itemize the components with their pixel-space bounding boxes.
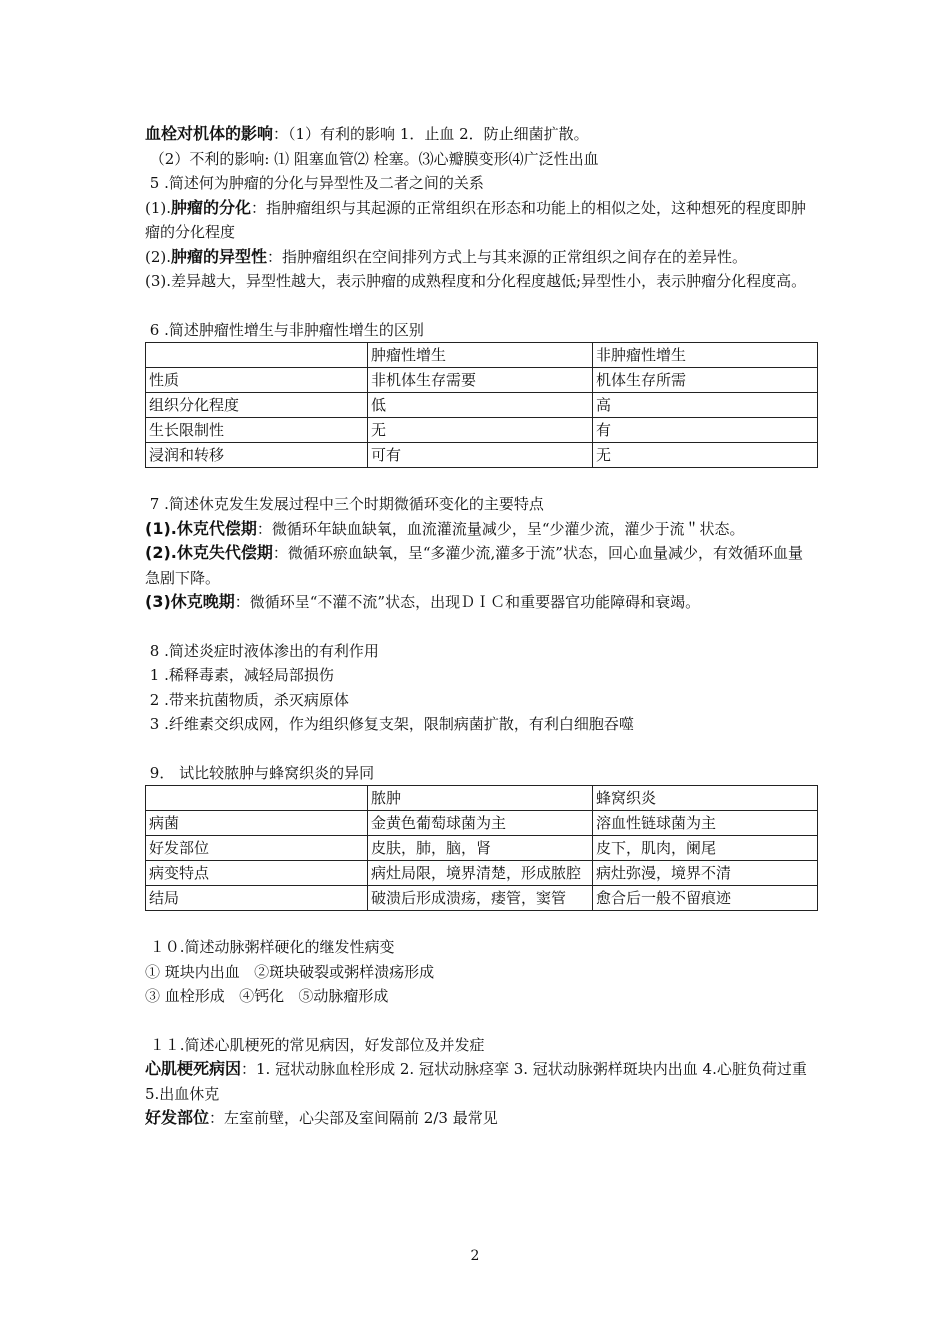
q9-comparison-table — [145, 785, 818, 911]
table-cell: 生长限制性 — [146, 418, 368, 443]
q5-question: 5 .简述何为肿瘤的分化与异型性及二者之间的关系 — [145, 174, 484, 192]
table-cell: 金黄色葡萄球菌为主 — [368, 811, 593, 836]
q11-question: １１.简述心肌梗死的常见病因，好发部位及并发症 — [145, 1035, 485, 1054]
q10-line-2: ③ 血栓形成 ④钙化 ⑤动脉瘤形成 — [145, 987, 389, 1005]
q11-site-text: ：左室前壁，心尖部及室间隔前 2/3 最常见 — [209, 1109, 498, 1127]
table-cell: 非机体生存需要 — [368, 368, 593, 393]
table-row — [146, 393, 818, 418]
table-row — [146, 443, 818, 468]
table-header-row — [146, 786, 818, 811]
table-header-cell — [146, 786, 368, 811]
q5-paragraph-1 — [145, 196, 817, 245]
q10-line-1: ① 斑块内出血 ②斑块破裂或粥样溃疡形成 — [145, 962, 435, 981]
table-row — [146, 811, 818, 836]
table-cell: 皮肤，肺，脑，肾 — [368, 836, 593, 861]
q5-p2-text: ：指肿瘤组织在空间排列方式上与其来源的正常组织之间存在的差异性。 — [267, 247, 748, 266]
table-cell: 性质 — [146, 368, 368, 393]
table-cell: 高 — [593, 393, 818, 418]
thrombus-line-2: （2）不利的影响: ⑴ 阻塞血管⑵ 栓塞。⑶心瓣膜变形⑷广泛性出血 — [145, 149, 599, 168]
table-cell: 病菌 — [146, 811, 368, 836]
page-number: 2 — [470, 1248, 480, 1264]
q5-paragraph-3: (3).差异越大，异型性越大，表示肿瘤的成熟程度和分化程度越低;异型性小，表示肿瘤分化程度高。 — [145, 272, 807, 290]
q5-p1-text: ：指肿瘤组织与其起源的正常组织在形态和功能上的相似之处，这种想死的程度即肿瘤的分化程度 — [145, 198, 807, 241]
table-cell: 无 — [593, 443, 818, 468]
q11-cause-term: 心肌梗死病因 — [145, 1059, 242, 1078]
q7-p3-term: (3)休克晚期 — [145, 592, 235, 611]
table-cell: 破溃后形成溃疡，瘘管，窦管 — [368, 886, 593, 911]
table-cell: 皮下，肌肉，阑尾 — [593, 836, 818, 861]
q11-cause — [145, 1057, 817, 1106]
q11-site — [145, 1106, 817, 1131]
table-header-row — [146, 343, 818, 368]
table-cell: 机体生存所需 — [593, 368, 818, 393]
q5-p1-prefix: (1). — [145, 198, 172, 217]
q5-p2-term: 肿瘤的异型性 — [171, 246, 268, 266]
q11-site-term: 好发部位 — [145, 1108, 210, 1127]
list-item: 3 .纤维素交织成网，作为组织修复支架，限制病菌扩散，有利白细胞吞噬 — [145, 715, 634, 733]
table-header-cell: 脓肿 — [368, 786, 593, 811]
q7-p2-text: ：微循环瘀血缺氧，呈“多灌少流,灌多于流”状态，回心血量减少，有效循环血量急剧下降。 — [145, 544, 803, 587]
table-row — [146, 861, 818, 886]
table-cell: 可有 — [368, 443, 593, 468]
list-item: 2 .带来抗菌物质，杀灭病原体 — [145, 690, 349, 709]
q7-question: 7 .简述休克发生发展过程中三个时期微循环变化的主要特点 — [145, 495, 544, 513]
q8-question: 8 .简述炎症时液体渗出的有利作用 — [145, 641, 379, 660]
q6-question: 6 .简述肿瘤性增生与非肿瘤性增生的区别 — [145, 320, 424, 339]
table-cell: 低 — [368, 393, 593, 418]
table-cell: 好发部位 — [146, 836, 368, 861]
q7-paragraph-1 — [145, 517, 817, 542]
table-cell: 有 — [593, 418, 818, 443]
table-cell: 溶血性链球菌为主 — [593, 811, 818, 836]
table-cell: 结局 — [146, 886, 368, 911]
q7-paragraph-3 — [145, 590, 817, 615]
q7-p3-text: ：微循环呈“不灌不流”状态，出现ＤＩＣ和重要器官功能障碍和衰竭。 — [234, 593, 701, 611]
q7-paragraph-2 — [145, 541, 817, 590]
thrombus-line-1 — [145, 122, 817, 147]
table-cell: 病灶弥漫，境界不清 — [593, 861, 818, 886]
table-cell: 病灶局限，境界清楚，形成脓腔 — [368, 861, 593, 886]
table-row — [146, 368, 818, 393]
q11-cause-text: ：1. 冠状动脉血栓形成 2. 冠状动脉痉挛 3. 冠状动脉粥样斑块内出血 4.心脏负荷过重 5.出血休克 — [145, 1060, 812, 1103]
table-row — [146, 418, 818, 443]
q7-p1-text: ：微循环年缺血缺氧，血流灌流量减少，呈“少灌少流，灌少于流＂状态。 — [256, 519, 745, 538]
table-cell: 无 — [368, 418, 593, 443]
table-cell: 病变特点 — [146, 861, 368, 886]
q9-question: 9． 试比较脓肿与蜂窝织炎的异同 — [145, 763, 375, 782]
q5-paragraph-2 — [145, 245, 817, 270]
table-cell: 组织分化程度 — [146, 393, 368, 418]
table-header-cell: 肿瘤性增生 — [368, 343, 593, 368]
list-item: 1 .稀释毒素，减轻局部损伤 — [145, 666, 334, 684]
thrombus-title: 血栓对机体的影响 — [145, 124, 274, 143]
table-cell: 愈合后一般不留痕迹 — [593, 886, 818, 911]
table-header-cell: 非肿瘤性增生 — [593, 343, 818, 368]
table-cell: 浸润和转移 — [146, 443, 368, 468]
q6-comparison-table — [145, 342, 818, 468]
q7-p2-term: (2).休克失代偿期 — [145, 543, 273, 562]
document-page — [145, 122, 817, 1131]
thrombus-line-1-text: ：（1）有利的影响 1．止血 2．防止细菌扩散。 — [273, 125, 589, 143]
table-header-cell: 蜂窝织炎 — [593, 786, 818, 811]
table-header-cell — [146, 343, 368, 368]
q5-p1-term: 肿瘤的分化 — [171, 197, 252, 217]
table-row — [146, 836, 818, 861]
q5-p2-prefix: (2). — [145, 247, 172, 266]
table-row — [146, 886, 818, 911]
q10-question: １０.简述动脉粥样硬化的继发性病变 — [145, 938, 395, 956]
q7-p1-term: (1).休克代偿期 — [145, 518, 257, 538]
